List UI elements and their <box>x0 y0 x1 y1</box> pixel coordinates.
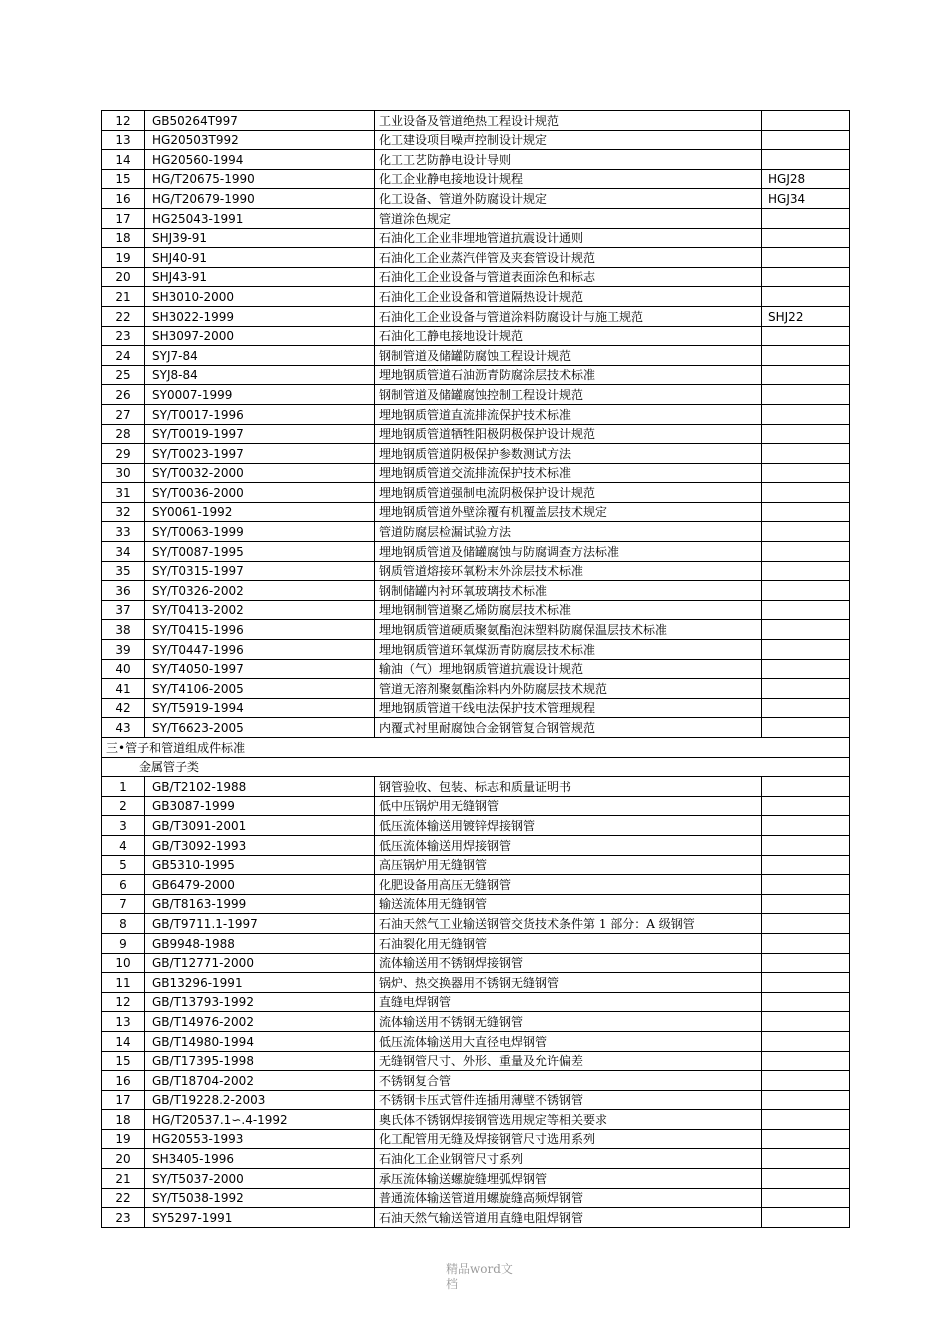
row-number: 6 <box>102 875 145 895</box>
table-row <box>102 1051 850 1071</box>
table-row <box>102 1031 850 1051</box>
footer-text-line-2: 档 <box>446 1277 459 1291</box>
replaced-code <box>762 130 850 150</box>
table-row <box>102 150 850 170</box>
standard-name: 低压流体输送用焊接钢管 <box>375 835 762 855</box>
replaced-code <box>762 111 850 131</box>
standard-name: 化工企业静电接地设计规程 <box>375 169 762 189</box>
row-number: 16 <box>102 1071 145 1091</box>
row-number: 24 <box>102 346 145 366</box>
replaced-code <box>762 835 850 855</box>
row-number: 4 <box>102 835 145 855</box>
row-number: 8 <box>102 914 145 934</box>
standard-name: 石油化工企业非埋地管道抗震设计通则 <box>375 228 762 248</box>
replaced-code <box>762 424 850 444</box>
row-number: 18 <box>102 1110 145 1130</box>
standard-code: GB50264T997 <box>145 111 375 131</box>
table-row <box>102 130 850 150</box>
standard-name: 石油天然气工业输送钢管交货技术条件第 1 部分：A 级钢管 <box>375 914 762 934</box>
standard-name: 埋地钢质管道交流排流保护技术标准 <box>375 463 762 483</box>
row-number: 38 <box>102 620 145 640</box>
replaced-code <box>762 894 850 914</box>
standard-code: SYJ7-84 <box>145 346 375 366</box>
row-number: 22 <box>102 306 145 326</box>
replaced-code <box>762 855 850 875</box>
standard-code: SY/T0326-2002 <box>145 581 375 601</box>
standard-name: 内覆式衬里耐腐蚀合金钢管复合钢管规范 <box>375 718 762 738</box>
standard-code: SYJ8-84 <box>145 365 375 385</box>
standard-code: SY/T5919-1994 <box>145 698 375 718</box>
standard-name: 埋地钢质管道及储罐腐蚀与防腐调查方法标准 <box>375 542 762 562</box>
row-number: 11 <box>102 973 145 993</box>
standard-name: 化工工艺防静电设计导则 <box>375 150 762 170</box>
replaced-code <box>762 1012 850 1032</box>
row-number: 15 <box>102 1051 145 1071</box>
standard-name: 钢管验收、包装、标志和质量证明书 <box>375 777 762 797</box>
replaced-code <box>762 914 850 934</box>
standard-name: 石油化工企业设备和管道隔热设计规范 <box>375 287 762 307</box>
replaced-code <box>762 777 850 797</box>
replaced-code <box>762 365 850 385</box>
standard-code: SH3022-1999 <box>145 306 375 326</box>
standard-code: SHJ43-91 <box>145 267 375 287</box>
standard-code: SY/T0032-2000 <box>145 463 375 483</box>
standard-name: 埋地钢质管道直流排流保护技术标准 <box>375 404 762 424</box>
row-number: 12 <box>102 992 145 1012</box>
table-row <box>102 542 850 562</box>
standard-name: 化肥设备用高压无缝钢管 <box>375 875 762 895</box>
table-row <box>102 953 850 973</box>
standard-code: GB/T8163-1999 <box>145 894 375 914</box>
table-row <box>102 718 850 738</box>
replaced-code <box>762 1129 850 1149</box>
table-row <box>102 679 850 699</box>
table-row <box>102 502 850 522</box>
standard-code: HG20560-1994 <box>145 150 375 170</box>
replaced-code <box>762 502 850 522</box>
replaced-code <box>762 679 850 699</box>
table-row <box>102 796 850 816</box>
standard-name: 流体输送用不锈钢无缝钢管 <box>375 1012 762 1032</box>
table-row <box>102 522 850 542</box>
replaced-code <box>762 816 850 836</box>
row-number: 35 <box>102 561 145 581</box>
table-row <box>102 385 850 405</box>
standard-code: SY/T4106-2005 <box>145 679 375 699</box>
replaced-code <box>762 992 850 1012</box>
standards-table <box>101 110 850 1228</box>
table-row <box>102 581 850 601</box>
standard-code: SHJ40-91 <box>145 248 375 268</box>
table-row <box>102 914 850 934</box>
standard-name: 低中压锅炉用无缝钢管 <box>375 796 762 816</box>
row-number: 42 <box>102 698 145 718</box>
standard-name: 化工建设项目噪声控制设计规定 <box>375 130 762 150</box>
row-number: 25 <box>102 365 145 385</box>
standard-name: 石油化工企业蒸汽伴管及夹套管设计规范 <box>375 248 762 268</box>
replaced-code <box>762 933 850 953</box>
standard-name: 流体输送用不锈钢焊接钢管 <box>375 953 762 973</box>
table-row <box>102 463 850 483</box>
standard-name: 锅炉、热交换器用不锈钢无缝钢管 <box>375 973 762 993</box>
table-row <box>102 698 850 718</box>
row-number: 9 <box>102 933 145 953</box>
replaced-code: HGJ28 <box>762 169 850 189</box>
table-row <box>102 326 850 346</box>
row-number: 32 <box>102 502 145 522</box>
standard-name: 管道涂色规定 <box>375 208 762 228</box>
replaced-code <box>762 875 850 895</box>
table-row <box>102 1090 850 1110</box>
replaced-code <box>762 1110 850 1130</box>
replaced-code <box>762 150 850 170</box>
table-row <box>102 875 850 895</box>
row-number: 16 <box>102 189 145 209</box>
standard-code: HG/T20537.1∽.4-1992 <box>145 1110 375 1130</box>
row-number: 28 <box>102 424 145 444</box>
row-number: 29 <box>102 444 145 464</box>
standard-name: 石油化工静电接地设计规范 <box>375 326 762 346</box>
standard-code: GB/T3092-1993 <box>145 835 375 855</box>
standard-name: 钢制管道及储罐防腐蚀工程设计规范 <box>375 346 762 366</box>
standard-name: 无缝钢管尺寸、外形、重量及允许偏差 <box>375 1051 762 1071</box>
replaced-code <box>762 444 850 464</box>
standards-table-body <box>102 111 850 1228</box>
standard-name: 埋地钢质管道硬质聚氨酯泡沫塑料防腐保温层技术标准 <box>375 620 762 640</box>
standard-name: 钢质管道熔接环氧粉末外涂层技术标准 <box>375 561 762 581</box>
replaced-code <box>762 600 850 620</box>
replaced-code <box>762 561 850 581</box>
row-number: 15 <box>102 169 145 189</box>
standard-code: GB/T2102-1988 <box>145 777 375 797</box>
standard-code: SY/T4050-1997 <box>145 659 375 679</box>
standard-name: 管道无溶剂聚氨酯涂料内外防腐层技术规范 <box>375 679 762 699</box>
row-number: 43 <box>102 718 145 738</box>
standard-name: 埋地钢质管道干线电法保护技术管理规程 <box>375 698 762 718</box>
table-row <box>102 1129 850 1149</box>
replaced-code <box>762 326 850 346</box>
standard-name: 埋地钢质管道外壁涂覆有机覆盖层技术规定 <box>375 502 762 522</box>
standard-name: 钢制储罐内衬环氧玻璃技术标准 <box>375 581 762 601</box>
replaced-code <box>762 1188 850 1208</box>
row-number: 37 <box>102 600 145 620</box>
replaced-code <box>762 659 850 679</box>
standard-name: 钢制管道及储罐腐蚀控制工程设计规范 <box>375 385 762 405</box>
standard-code: SY/T6623-2005 <box>145 718 375 738</box>
table-row <box>102 267 850 287</box>
standard-name: 输送流体用无缝钢管 <box>375 894 762 914</box>
standard-name: 输油（气）埋地钢质管道抗震设计规范 <box>375 659 762 679</box>
standard-name: 石油化工企业设备与管道表面涂色和标志 <box>375 267 762 287</box>
table-row <box>102 424 850 444</box>
table-row <box>102 1188 850 1208</box>
standard-name: 低压流体输送用大直径电焊钢管 <box>375 1031 762 1051</box>
standard-code: SY/T0063-1999 <box>145 522 375 542</box>
replaced-code <box>762 385 850 405</box>
table-row <box>102 248 850 268</box>
replaced-code: HGJ34 <box>762 189 850 209</box>
replaced-code <box>762 542 850 562</box>
standard-code: GB6479-2000 <box>145 875 375 895</box>
standard-code: SH3405-1996 <box>145 1149 375 1169</box>
row-number: 26 <box>102 385 145 405</box>
standard-name: 低压流体输送用镀锌焊接钢管 <box>375 816 762 836</box>
standard-name: 承压流体输送螺旋缝埋弧焊钢管 <box>375 1169 762 1189</box>
table-row <box>102 208 850 228</box>
row-number: 17 <box>102 1090 145 1110</box>
table-row <box>102 1149 850 1169</box>
standard-name: 埋地钢质管道阴极保护参数测试方法 <box>375 444 762 464</box>
row-number: 5 <box>102 855 145 875</box>
table-row <box>102 561 850 581</box>
subsection-heading: 金属管子类 <box>102 757 850 777</box>
row-number: 13 <box>102 130 145 150</box>
replaced-code <box>762 463 850 483</box>
replaced-code <box>762 287 850 307</box>
row-number: 12 <box>102 111 145 131</box>
standard-code: HG25043-1991 <box>145 208 375 228</box>
table-row <box>102 973 850 993</box>
section-heading: 三•管子和管道组成件标准 <box>102 738 850 758</box>
standard-code: GB13296-1991 <box>145 973 375 993</box>
row-number: 1 <box>102 777 145 797</box>
row-number: 18 <box>102 228 145 248</box>
replaced-code <box>762 796 850 816</box>
standard-code: GB9948-1988 <box>145 933 375 953</box>
replaced-code <box>762 718 850 738</box>
row-number: 21 <box>102 1169 145 1189</box>
replaced-code <box>762 1051 850 1071</box>
table-row <box>102 404 850 424</box>
standard-code: SY/T0447-1996 <box>145 640 375 660</box>
standard-code: SY/T0415-1996 <box>145 620 375 640</box>
table-row <box>102 855 850 875</box>
row-number: 17 <box>102 208 145 228</box>
subsection-heading-row <box>102 757 850 777</box>
standard-code: GB3087-1999 <box>145 796 375 816</box>
row-number: 20 <box>102 267 145 287</box>
row-number: 21 <box>102 287 145 307</box>
standard-code: HG20503T992 <box>145 130 375 150</box>
table-row <box>102 1208 850 1228</box>
standard-code: HG/T20679-1990 <box>145 189 375 209</box>
row-number: 2 <box>102 796 145 816</box>
standard-code: SHJ39-91 <box>145 228 375 248</box>
replaced-code <box>762 1071 850 1091</box>
table-row <box>102 111 850 131</box>
replaced-code <box>762 1169 850 1189</box>
table-row <box>102 816 850 836</box>
replaced-code <box>762 973 850 993</box>
standard-code: HG/T20675-1990 <box>145 169 375 189</box>
row-number: 27 <box>102 404 145 424</box>
row-number: 20 <box>102 1149 145 1169</box>
row-number: 22 <box>102 1188 145 1208</box>
standard-code: GB/T3091-2001 <box>145 816 375 836</box>
section-heading-row <box>102 738 850 758</box>
table-row <box>102 659 850 679</box>
standard-code: GB/T17395-1998 <box>145 1051 375 1071</box>
standard-name: 埋地钢质管道强制电流阴极保护设计规范 <box>375 483 762 503</box>
replaced-code <box>762 404 850 424</box>
row-number: 31 <box>102 483 145 503</box>
standard-code: GB/T19228.2-2003 <box>145 1090 375 1110</box>
row-number: 10 <box>102 953 145 973</box>
table-row <box>102 444 850 464</box>
standard-code: SY/T0036-2000 <box>145 483 375 503</box>
table-row <box>102 287 850 307</box>
replaced-code <box>762 483 850 503</box>
table-row <box>102 600 850 620</box>
standard-code: SY/T0019-1997 <box>145 424 375 444</box>
table-row <box>102 483 850 503</box>
standard-name: 埋地钢制管道聚乙烯防腐层技术标准 <box>375 600 762 620</box>
row-number: 19 <box>102 248 145 268</box>
standard-name: 石油化工企业设备与管道涂料防腐设计与施工规范 <box>375 306 762 326</box>
replaced-code: SHJ22 <box>762 306 850 326</box>
row-number: 13 <box>102 1012 145 1032</box>
row-number: 34 <box>102 542 145 562</box>
replaced-code <box>762 228 850 248</box>
standard-name: 石油裂化用无缝钢管 <box>375 933 762 953</box>
standard-code: GB/T18704-2002 <box>145 1071 375 1091</box>
footer-text-line-1: 精品word文 <box>446 1262 513 1276</box>
row-number: 7 <box>102 894 145 914</box>
table-row <box>102 992 850 1012</box>
standard-name: 工业设备及管道绝热工程设计规范 <box>375 111 762 131</box>
standard-code: GB/T13793-1992 <box>145 992 375 1012</box>
standard-code: GB/T12771-2000 <box>145 953 375 973</box>
row-number: 39 <box>102 640 145 660</box>
standard-name: 埋地钢质管道石油沥青防腐涂层技术标准 <box>375 365 762 385</box>
standard-code: SY/T0087-1995 <box>145 542 375 562</box>
row-number: 19 <box>102 1129 145 1149</box>
row-number: 40 <box>102 659 145 679</box>
standard-name: 奥氏体不锈钢焊接钢管选用规定等相关要求 <box>375 1110 762 1130</box>
standard-code: GB/T14976-2002 <box>145 1012 375 1032</box>
standard-code: SY/T0017-1996 <box>145 404 375 424</box>
replaced-code <box>762 522 850 542</box>
replaced-code <box>762 640 850 660</box>
row-number: 3 <box>102 816 145 836</box>
standard-code: SY/T0413-2002 <box>145 600 375 620</box>
table-row <box>102 835 850 855</box>
standard-code: HG20553-1993 <box>145 1129 375 1149</box>
replaced-code <box>762 953 850 973</box>
standard-name: 埋地钢质管道环氧煤沥青防腐层技术标准 <box>375 640 762 660</box>
replaced-code <box>762 1208 850 1228</box>
standard-code: SY0061-1992 <box>145 502 375 522</box>
replaced-code <box>762 267 850 287</box>
standard-name: 石油天然气输送管道用直缝电阻焊钢管 <box>375 1208 762 1228</box>
replaced-code <box>762 208 850 228</box>
table-row <box>102 169 850 189</box>
standard-code: SY5297-1991 <box>145 1208 375 1228</box>
standard-name: 石油化工企业钢管尺寸系列 <box>375 1149 762 1169</box>
standard-name: 不锈钢卡压式管件连插用薄壁不锈钢管 <box>375 1090 762 1110</box>
row-number: 14 <box>102 150 145 170</box>
replaced-code <box>762 620 850 640</box>
table-row <box>102 640 850 660</box>
standard-code: SY/T0315-1997 <box>145 561 375 581</box>
standard-code: SY/T5038-1992 <box>145 1188 375 1208</box>
page-footer-watermark <box>446 1262 532 1292</box>
replaced-code <box>762 581 850 601</box>
standard-name: 化工设备、管道外防腐设计规定 <box>375 189 762 209</box>
table-row <box>102 346 850 366</box>
table-row <box>102 365 850 385</box>
standard-name: 高压锅炉用无缝钢管 <box>375 855 762 875</box>
replaced-code <box>762 248 850 268</box>
table-row <box>102 306 850 326</box>
table-row <box>102 620 850 640</box>
replaced-code <box>762 1090 850 1110</box>
standard-name: 埋地钢质管道牺牲阳极阴极保护设计规范 <box>375 424 762 444</box>
row-number: 23 <box>102 326 145 346</box>
row-number: 33 <box>102 522 145 542</box>
replaced-code <box>762 1149 850 1169</box>
standard-code: SY/T0023-1997 <box>145 444 375 464</box>
table-row <box>102 894 850 914</box>
row-number: 41 <box>102 679 145 699</box>
standard-code: SH3010-2000 <box>145 287 375 307</box>
replaced-code <box>762 346 850 366</box>
table-row <box>102 933 850 953</box>
table-row <box>102 1071 850 1091</box>
standard-name: 普通流体输送管道用螺旋缝高频焊钢管 <box>375 1188 762 1208</box>
standard-code: SY/T5037-2000 <box>145 1169 375 1189</box>
table-row <box>102 189 850 209</box>
standard-name: 管道防腐层检漏试验方法 <box>375 522 762 542</box>
replaced-code <box>762 1031 850 1051</box>
standard-name: 不锈钢复合管 <box>375 1071 762 1091</box>
table-row <box>102 777 850 797</box>
table-row <box>102 228 850 248</box>
standard-code: GB/T9711.1-1997 <box>145 914 375 934</box>
row-number: 23 <box>102 1208 145 1228</box>
row-number: 14 <box>102 1031 145 1051</box>
row-number: 36 <box>102 581 145 601</box>
standard-code: GB/T14980-1994 <box>145 1031 375 1051</box>
table-row <box>102 1012 850 1032</box>
table-row <box>102 1169 850 1189</box>
standard-name: 化工配管用无缝及焊接钢管尺寸选用系列 <box>375 1129 762 1149</box>
standard-code: SY0007-1999 <box>145 385 375 405</box>
standard-code: GB5310-1995 <box>145 855 375 875</box>
table-row <box>102 1110 850 1130</box>
row-number: 30 <box>102 463 145 483</box>
standard-name: 直缝电焊钢管 <box>375 992 762 1012</box>
replaced-code <box>762 698 850 718</box>
standard-code: SH3097-2000 <box>145 326 375 346</box>
